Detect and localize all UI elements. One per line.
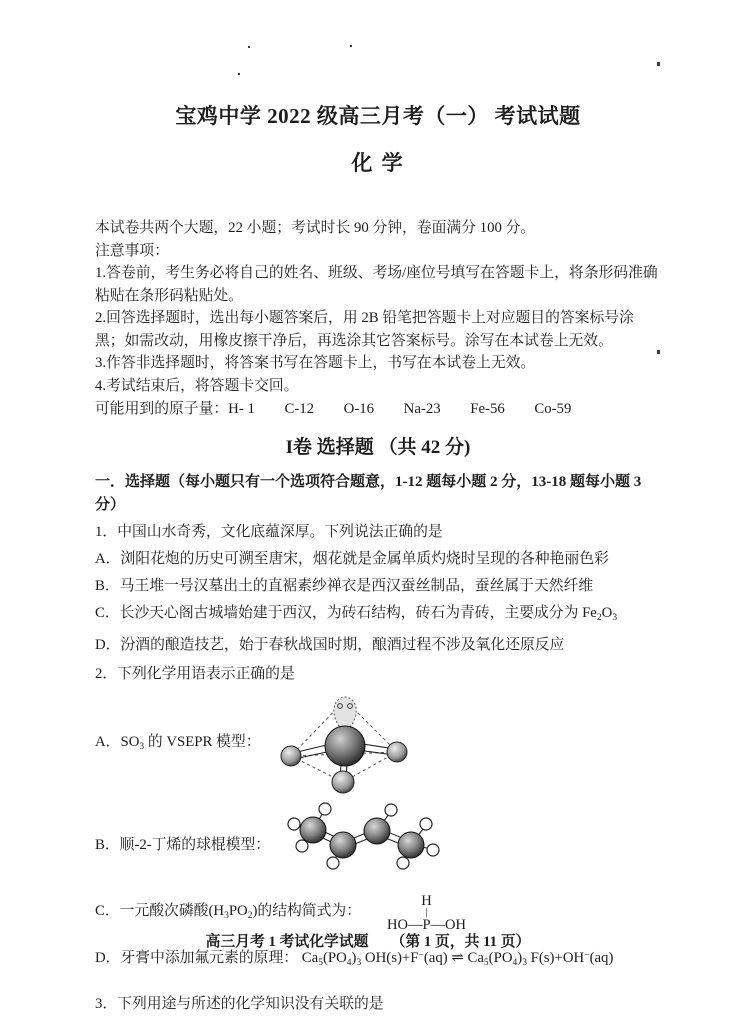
q2-option-b-label: B．顺-2-丁烯的球棍模型： — [95, 836, 271, 853]
structure-bond-bar: | — [425, 905, 428, 918]
note-1: 1.答卷前，考生务必将自己的姓名、班级、考场/座位号填写在答题卡上，将条形码准确粘贴在条形码粘贴处。 — [95, 265, 658, 304]
oxygen-atom — [387, 742, 407, 762]
q1-option-a: A．浏阳花炮的历史可溯至唐宋，烟花就是金属单质灼烧时呈现的各种艳丽色彩 — [95, 550, 609, 567]
oxygen-atom — [332, 771, 354, 793]
structure-ho-p-oh: HO—P—OH — [387, 916, 466, 933]
q3-stem: 3．下列用途与所述的化学知识没有关联的是 — [95, 995, 384, 1012]
q2-option-a-label: A．$SO_3$ 的 VSEPR 模型： — [95, 734, 261, 752]
page-footer: 高三月考 1 考试化学试题 （第 1 页，共 11 页） — [205, 934, 531, 950]
exam-subject: 化 学 — [351, 151, 405, 175]
c-c-bond-cylinders — [312, 827, 412, 848]
oxygen-atom — [281, 746, 301, 766]
note-4: 4.考试结束后，将答题卡交回。 — [95, 377, 299, 394]
notes-label: 注意事项： — [95, 242, 169, 259]
question-1 — [95, 519, 661, 659]
atomic-masses: 可能用到的原子量：H- 1 C-12 O-16 Na-23 Fe-56 Co-59 — [95, 401, 572, 417]
carbon-atom — [330, 832, 356, 858]
hypophosphorous-acid-structure — [387, 894, 466, 933]
sulfur-atom — [325, 726, 365, 766]
q1-option-c: C．长沙天心阁古城墙始建于西汉，为砖石结构，砖石为青砖，主要成分为 $Fe_2O_3$ — [95, 604, 618, 623]
note-3: 3.作答非选择题时，将答案书写在答题卡上，书写在本试卷上无效。 — [95, 355, 536, 371]
q2-option-a — [95, 692, 661, 798]
carbon-atom — [398, 832, 424, 858]
note-2: 2.回答选择题时，选出每小题答案后，用 2B 铅笔把答题卡上对应题目的答案标号涂黑；如需改动，用橡皮擦干净后，再选涂其它答案标号。涂写在本试卷上无效。 — [95, 310, 634, 349]
q2-option-b — [95, 800, 661, 890]
q1-option-b: B．马王堆一号汉墓出土的直裾素纱禅衣是西汉蚕丝制品，蚕丝属于天然纤维 — [95, 577, 594, 594]
exam-intro — [95, 217, 661, 421]
exam-summary: 本试卷共两个大题，22 小题；考试时长 90 分钟，卷面满分 100 分。 — [95, 220, 536, 236]
q1-option-d: D．汾酒的酿造技艺，始于春秋战国时期，酿酒过程不涉及氧化还原反应 — [95, 636, 565, 653]
section-instruction: 一．选择题（每小题只有一个选项符合题意，1-12 题每小题 2 分，13-18 题每小题 3 分） — [95, 473, 645, 513]
carbon-atom — [300, 817, 326, 843]
structure-top-h: H — [421, 892, 432, 909]
section-heading: I卷 选择题 （共 42 分) — [285, 436, 471, 458]
q1-stem: 1．中国山水奇秀，文化底蕴深厚。下列说法正确的是 — [95, 523, 443, 540]
q2-option-c — [95, 894, 661, 933]
page-content — [95, 0, 661, 1018]
q2-option-c-label: C．一元酸次磷酸$(H_3PO_2)$的结构简式为： — [95, 902, 361, 921]
q2-stem: 2．下列化学用语表示正确的是 — [95, 665, 295, 682]
so3-vsepr-model-figure — [275, 692, 415, 798]
carbon-atom — [364, 818, 390, 844]
butene-ball-stick-model-figure — [280, 800, 458, 890]
exam-title: 宝鸡中学 2022 级高三月考（一） 考试试题 — [175, 104, 581, 128]
q2-option-d: D．牙膏中添加氟元素的原理： $Ca_5(PO_4)_3$ OH(s)+F−(aq) ⇌ $Ca_5(PO_4)_3$ F(s)+OH−(aq) — [95, 949, 614, 968]
